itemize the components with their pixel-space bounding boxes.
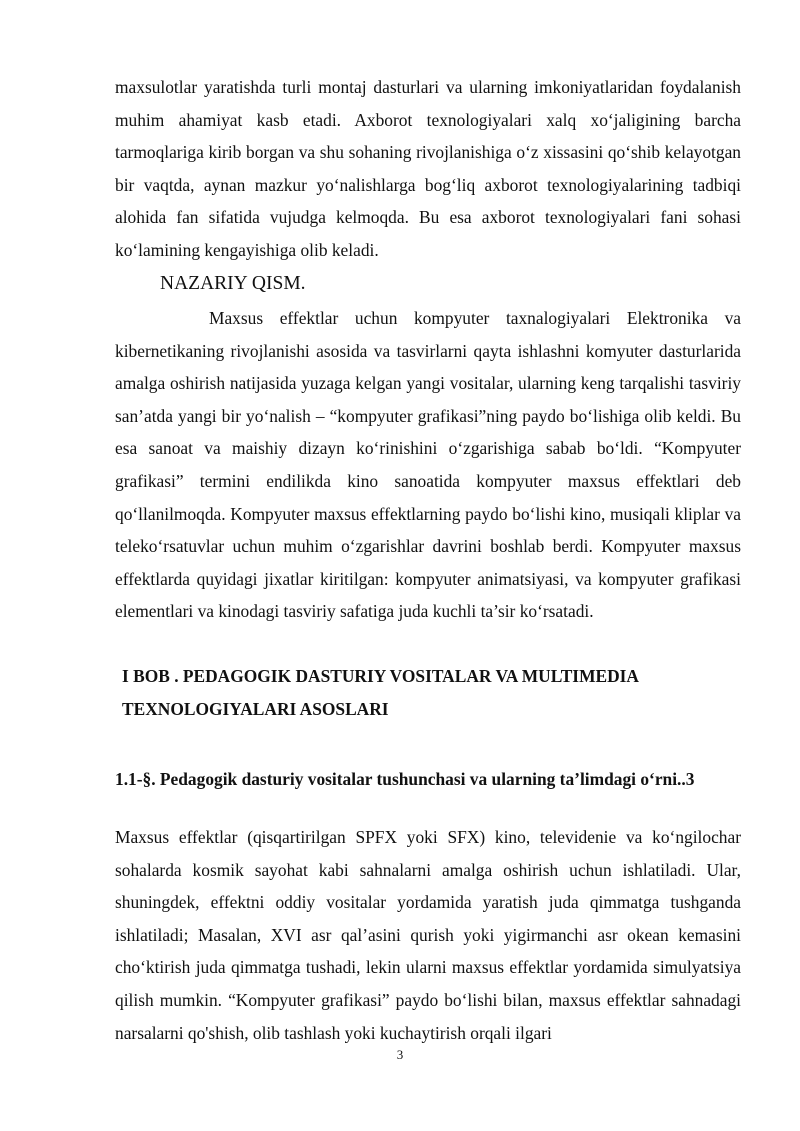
chapter-heading: I BOB . PEDAGOGIK DASTURIY VOSITALAR VA MULTIMEDIA TEXNOLOGIYALARI ASOSLARI <box>122 666 639 719</box>
intro-paragraph: maxsulotlar yaratishda turli montaj dasturlari va ularning imkoniyatlaridan foydalanish muhim ahamiyat kasb etadi. Axborot texnologiyalari xalq xo‘jaligining barcha tarmoqlariga kirib borgan va shu sohaning rivojlanishiga o‘z xissasini qo‘shib kelayotgan bir vaqtda, aynan mazkur yo‘nalishlarga bog‘liq axborot texnologiyalarining tadbiqi alohida fan sifatida vujudga kelmoqda. Bu esa axborot texnologiyalari fani sohasi ko‘lamining kengayishiga olib keladi. <box>115 77 741 260</box>
page-number: 3 <box>396 1047 404 1062</box>
theory-heading: NAZARIY QISM. <box>160 273 306 294</box>
theory-paragraph: Maxsus effektlar uchun kompyuter taxnalogiyalari Elektronika va kibernetikaning rivojlanishi asosida va tasvirlarni qayta ishlashni komyuter dasturlarida amalga oshirish natijasida yuzaga kelgan yangi vositalar, ularning keng tarqalishi tasviriy san’atda yangi bir yo‘nalish – “kompyuter grafikasi”ning paydo bo‘lishiga olib keldi. Bu esa sanoat va maishiy dizayn ko‘rinishini o‘zgarishiga sabab bo‘ldi. “Kompyuter grafikasi” termini endilikda kino sanoatida kompyuter maxsus effektlari deb qo‘llanilmoqda. Kompyuter maxsus effektlarning paydo bo‘lishi kino, musiqali kliplar va teleko‘rsatuvlar uchun muhim o‘zgarishlar davrini boshlab berdi. Kompyuter maxsus effektlarda quyidagi jixatlar kiritilgan: kompyuter animatsiyasi, va kompyuter grafikasi elementlari va kinodagi tasviriy safatiga juda kuchli ta’sir ko‘rsatadi. <box>115 308 741 622</box>
section-heading: 1.1-§. Pedagogik dasturiy vositalar tushunchasi va ularning ta’limdagi o‘rni..3 <box>115 769 695 789</box>
section-paragraph: Maxsus effektlar (qisqartirilgan SPFX yoki SFX) kino, televidenie va ko‘ngilochar sohalarda kosmik sayohat kabi sahnalarni amalga oshirish uchun ishlatiladi. Ular, shuningdek, effektni oddiy vositalar yordamida yaratish juda qimmatga tushganda ishlatiladi; Masalan, XVI asr qal’asini qurish yoki yigirmanchi asr okean kemasini cho‘ktirish juda qimmatga tushadi, lekin ularni maxsus effektlar yordamida simulyatsiya qilish mumkin. “Kompyuter grafikasi” paydo bo‘lishi bilan, maxsus effektlar sahnadagi narsalarni qo'shish, olib tashlash yoki kuchaytirish orqali ilgari <box>115 827 741 1043</box>
